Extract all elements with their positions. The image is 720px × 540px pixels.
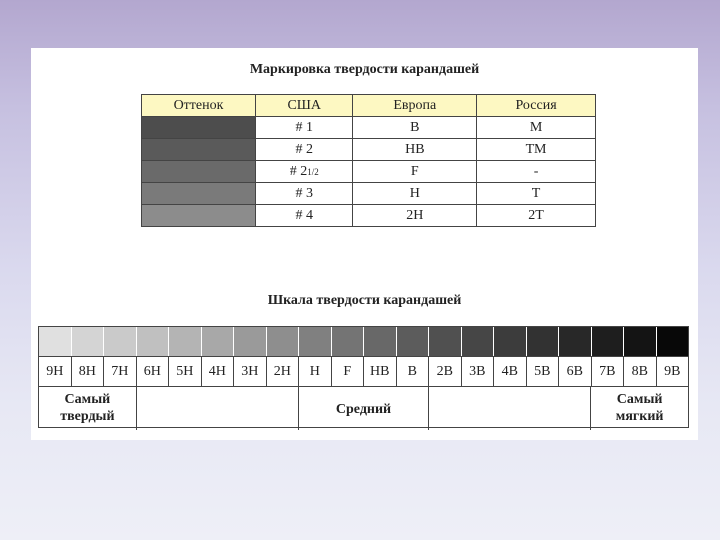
grade-label: 8H bbox=[72, 357, 105, 386]
scale-swatch bbox=[267, 327, 300, 356]
scale-swatch bbox=[527, 327, 560, 356]
usa-cell: # 1 bbox=[256, 117, 353, 139]
hardest-section bbox=[39, 387, 137, 430]
table-header-row bbox=[142, 95, 596, 117]
scale-swatch bbox=[332, 327, 365, 356]
scale-swatch bbox=[39, 327, 72, 356]
grade-label: H bbox=[299, 357, 332, 386]
europe-cell: H bbox=[353, 183, 477, 205]
spacer-right bbox=[429, 387, 591, 430]
grade-label: 5H bbox=[169, 357, 202, 386]
scale-swatch bbox=[169, 327, 202, 356]
hardness-scale bbox=[38, 326, 689, 428]
grade-label: 7B bbox=[592, 357, 625, 386]
medium-section bbox=[299, 387, 429, 430]
hardest-label: Самый твердый bbox=[60, 392, 115, 424]
table-row bbox=[142, 139, 596, 161]
scale-swatch bbox=[494, 327, 527, 356]
grade-label: B bbox=[397, 357, 430, 386]
grade-label: 2H bbox=[267, 357, 300, 386]
scale-swatch bbox=[104, 327, 137, 356]
slide bbox=[31, 48, 698, 440]
softest-label: Самый мягкий bbox=[615, 392, 664, 424]
header-usa: США bbox=[256, 95, 353, 117]
scale-swatch bbox=[202, 327, 235, 356]
shade-swatch bbox=[142, 183, 256, 205]
table-row bbox=[142, 161, 596, 183]
marking-table bbox=[141, 94, 596, 227]
gradient-row bbox=[39, 327, 688, 357]
medium-label: Средний bbox=[335, 402, 392, 417]
shade-swatch bbox=[142, 161, 256, 183]
europe-cell: 2H bbox=[353, 205, 477, 227]
grade-label: 4H bbox=[202, 357, 235, 386]
scale-swatch bbox=[299, 327, 332, 356]
grade-labels-row bbox=[39, 357, 688, 387]
shade-swatch bbox=[142, 139, 256, 161]
usa-cell: # 3 bbox=[256, 183, 353, 205]
russia-cell: Т bbox=[477, 183, 596, 205]
scale-swatch bbox=[657, 327, 689, 356]
header-russia: Россия bbox=[477, 95, 596, 117]
scale-swatch bbox=[364, 327, 397, 356]
table-row bbox=[142, 117, 596, 139]
usa-cell: # 2 bbox=[256, 139, 353, 161]
scale-title: Шкала твердости карандашей bbox=[267, 293, 462, 308]
usa-cell bbox=[256, 161, 353, 183]
description-row bbox=[39, 387, 688, 430]
europe-cell: B bbox=[353, 117, 477, 139]
marking-title: Маркировка твердости карандашей bbox=[249, 62, 480, 77]
usa-cell: # 4 bbox=[256, 205, 353, 227]
shade-swatch bbox=[142, 205, 256, 227]
grade-label: 9B bbox=[664, 364, 681, 379]
usa-fraction: 1/2 bbox=[307, 166, 319, 177]
scale-swatch bbox=[72, 327, 105, 356]
scale-swatch bbox=[592, 327, 625, 356]
grade-label: 9H bbox=[39, 357, 72, 386]
grade-label: 6B bbox=[559, 357, 592, 386]
table-row bbox=[142, 205, 596, 227]
scale-swatch bbox=[559, 327, 592, 356]
grade-label: 3H bbox=[234, 357, 267, 386]
russia-cell: 2Т bbox=[477, 205, 596, 227]
grade-label: 4B bbox=[494, 357, 527, 386]
scale-swatch bbox=[234, 327, 267, 356]
russia-cell: - bbox=[477, 161, 596, 183]
header-europe: Европа bbox=[353, 95, 477, 117]
grade-label: F bbox=[332, 357, 365, 386]
scale-swatch bbox=[624, 327, 657, 356]
scale-swatch bbox=[429, 327, 462, 356]
grade-label: 7H bbox=[104, 357, 137, 386]
shade-swatch bbox=[142, 117, 256, 139]
scale-swatch bbox=[137, 327, 170, 356]
grade-label: 6H bbox=[137, 357, 170, 386]
grade-label: HB bbox=[364, 357, 397, 386]
header-shade: Оттенок bbox=[142, 95, 256, 117]
europe-cell: F bbox=[353, 161, 477, 183]
usa-value: # 2 bbox=[289, 163, 308, 179]
softest-section bbox=[591, 387, 688, 430]
table-row bbox=[142, 183, 596, 205]
russia-cell: ТМ bbox=[477, 139, 596, 161]
grade-label: 8B bbox=[624, 357, 657, 386]
europe-cell: HB bbox=[353, 139, 477, 161]
grade-label: 5B bbox=[527, 357, 560, 386]
grade-label: 3B bbox=[462, 357, 495, 386]
russia-cell: М bbox=[477, 117, 596, 139]
spacer-left bbox=[137, 387, 299, 430]
scale-swatch bbox=[462, 327, 495, 356]
grade-label: 2B bbox=[429, 357, 462, 386]
scale-swatch bbox=[397, 327, 430, 356]
